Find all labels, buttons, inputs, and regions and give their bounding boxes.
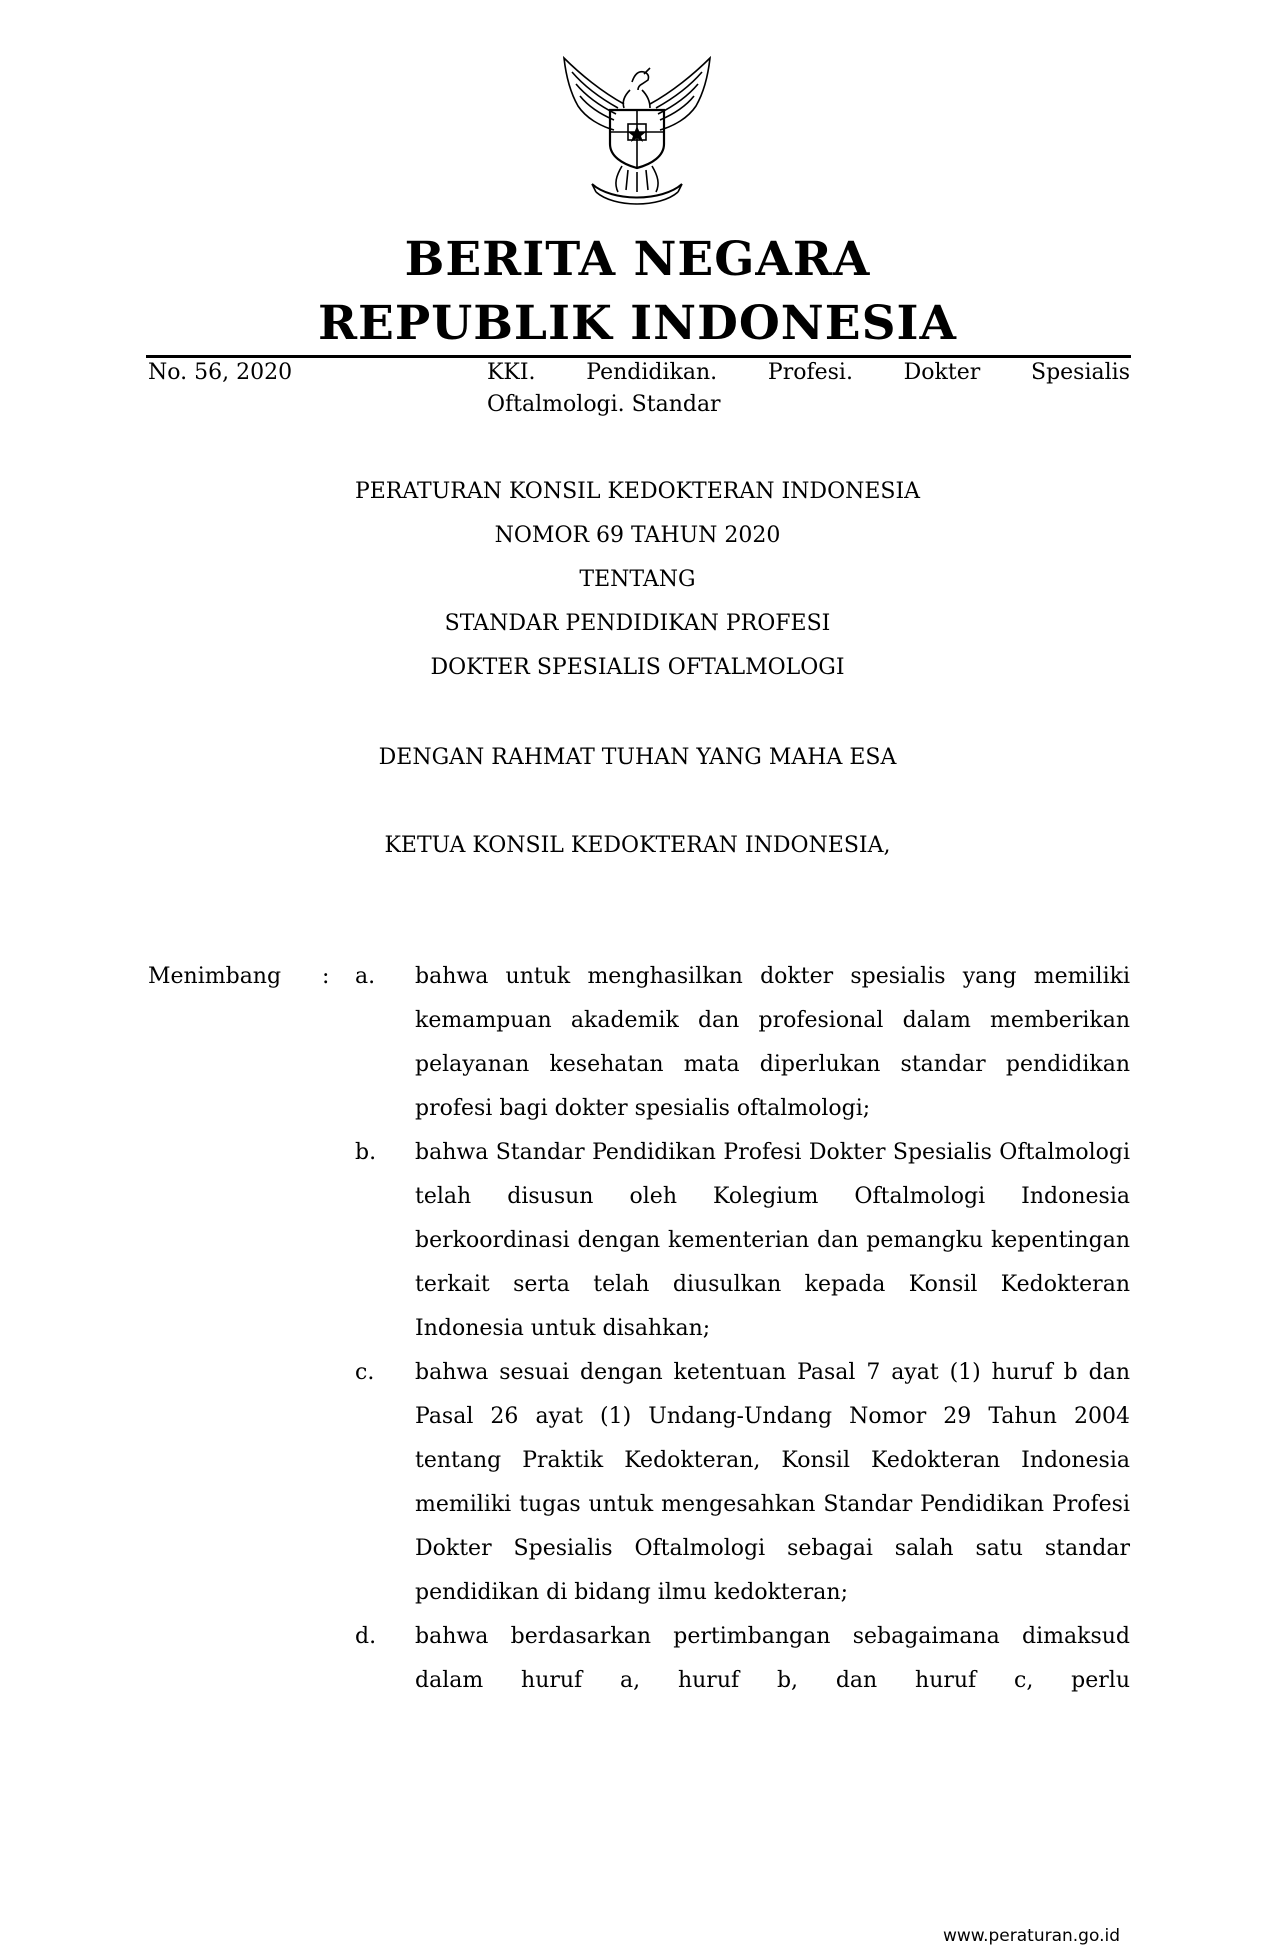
item-text: bahwa berdasarkan pertimbangan sebagaimana dimaksud dalam huruf a, huruf b, dan huruf c, perlu <box>415 1624 1130 1693</box>
item-letter: b. <box>355 1140 377 1165</box>
item-text: bahwa untuk menghasilkan dokter spesialis yang memiliki kemampuan akademik dan profesional dalam memberikan pelayanan kesehatan mata diperlukan standar pendidikan profesi bagi dokter spesialis oftalmologi; <box>415 964 1130 1121</box>
title-line: NOMOR 69 TAHUN 2020 <box>494 523 781 548</box>
masthead-subtitle: REPUBLIK INDONESIA <box>317 296 957 351</box>
tag-word: Pendidikan. <box>586 360 718 385</box>
tag-word: Profesi. <box>767 360 853 385</box>
title-line: TENTANG <box>579 567 696 592</box>
item-letter: a. <box>355 964 376 989</box>
gazette-tags <box>487 357 1130 421</box>
footer-url: www.peraturan.go.id <box>942 1926 1120 1946</box>
gazette-number: No. 56, 2020 <box>148 360 293 385</box>
title-line: DOKTER SPESIALIS OFTALMOLOGI <box>430 655 845 680</box>
menimbang-label: Menimbang <box>148 964 282 989</box>
list-item <box>355 955 1130 1131</box>
list-item <box>355 1131 1130 1351</box>
tag-word: Spesialis <box>1031 360 1130 385</box>
menimbang-list <box>355 955 1130 1703</box>
title-line: STANDAR PENDIDIKAN PROFESI <box>444 611 831 636</box>
item-text: bahwa sesuai dengan ketentuan Pasal 7 ayat (1) huruf b dan Pasal 26 ayat (1) Undang-Undang Nomor 29 Tahun 2004 tentang Praktik Kedokteran, Konsil Kedokteran Indonesia memiliki tugas untuk mengesahkan Standar Pendidikan Profesi Dokter Spesialis Oftalmologi sebagai salah satu standar pendidikan di bidang ilmu kedokteran; <box>415 1360 1130 1605</box>
list-item <box>355 1615 1130 1703</box>
regulation-title <box>0 470 1275 690</box>
garuda-emblem-icon <box>552 52 722 212</box>
item-letter: c. <box>355 1360 375 1385</box>
gazette-tags-line1 <box>487 357 1130 389</box>
item-text: bahwa Standar Pendidikan Profesi Dokter Spesialis Oftalmologi telah disusun oleh Kolegium Oftalmologi Indonesia berkoordinasi dengan kementerian dan pemangku kepentingan terkait serta telah diusulkan kepada Konsil Kedokteran Indonesia untuk disahkan; <box>415 1140 1130 1341</box>
masthead-title: BERITA NEGARA <box>404 232 871 287</box>
menimbang-colon: : <box>322 964 330 989</box>
title-line: PERATURAN KONSIL KEDOKTERAN INDONESIA <box>354 479 921 504</box>
issuer-heading: KETUA KONSIL KEDOKTERAN INDONESIA, <box>384 833 891 858</box>
tag-word: Dokter <box>903 360 981 385</box>
tag-word: KKI. <box>487 360 536 385</box>
invocation: DENGAN RAHMAT TUHAN YANG MAHA ESA <box>378 745 897 770</box>
gazette-tags-line2: Oftalmologi. Standar <box>487 392 721 417</box>
list-item <box>355 1351 1130 1615</box>
item-letter: d. <box>355 1624 377 1649</box>
